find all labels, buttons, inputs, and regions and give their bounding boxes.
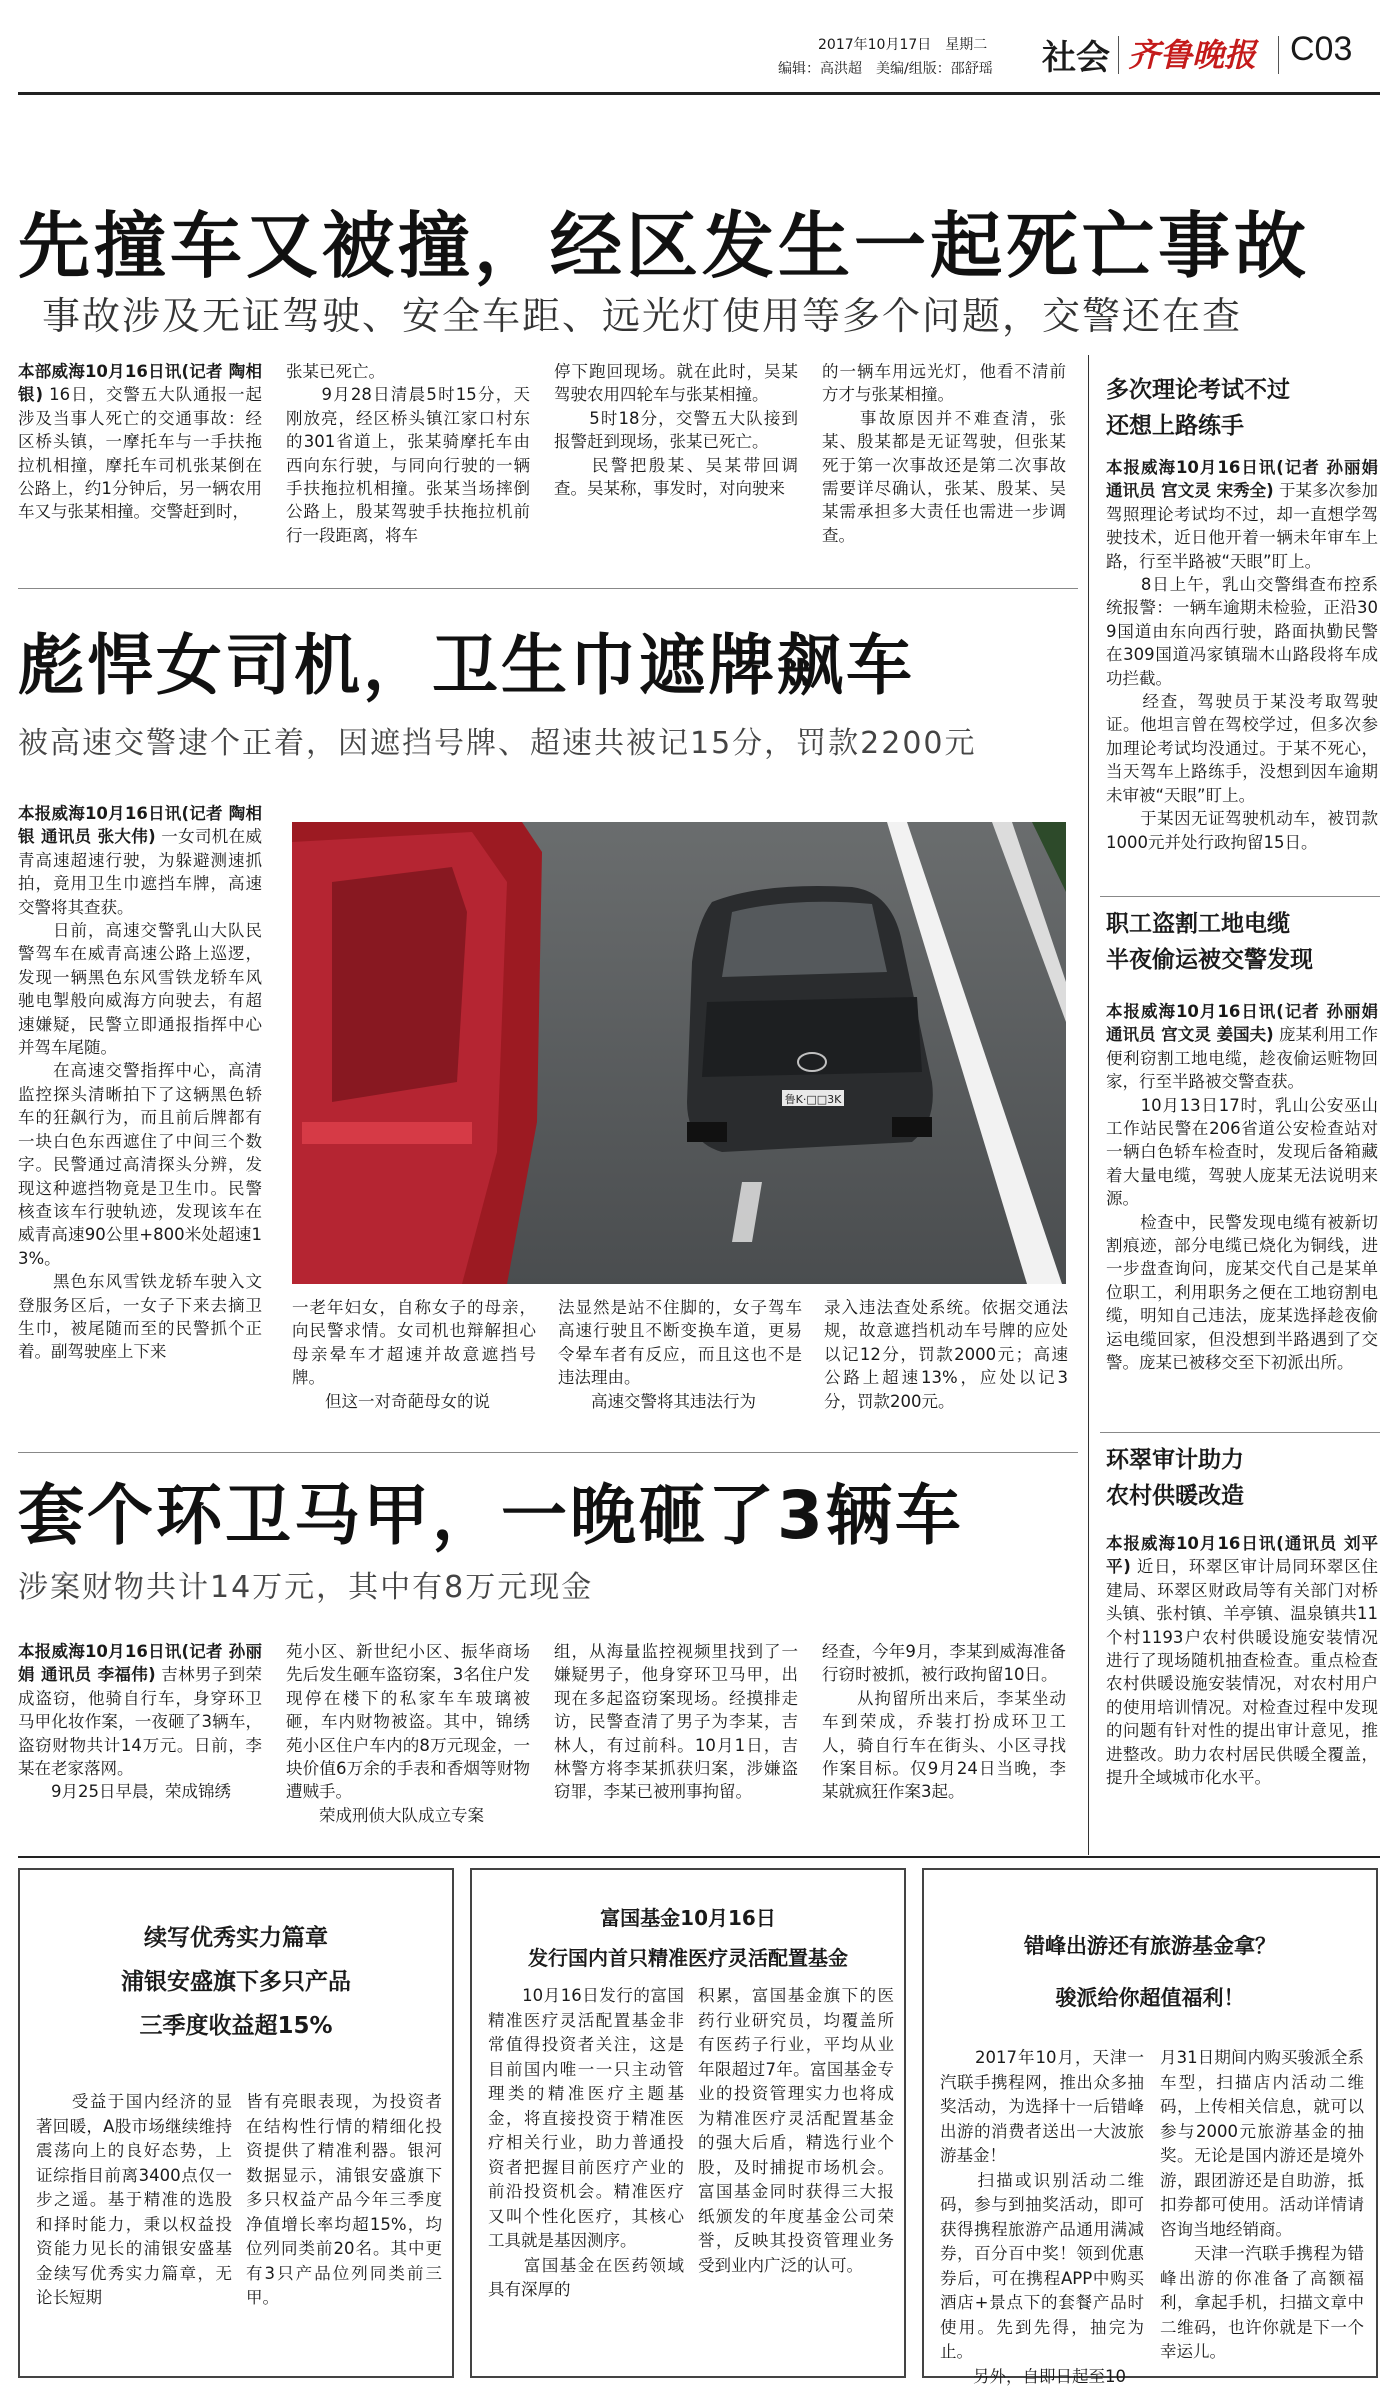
side2-byline: 本报威海10月16日讯(记者 孙丽娟 通讯员 宫文灵 姜国夫): [1106, 1002, 1378, 1045]
ad3-col2: 月31日期间内购买骏派全系车型，扫描店内活动二维码，上传相关信息，就可以参与2000元旅游基金的抽奖。无论是国内游还是境外游，跟团游还是自助游，抵扣券都可使用。活动详情请咨询当地经销商。 天津一汽联手携程为错峰出游的你准备了高额福利，拿起手机，扫描文章中二维码，也许你就是下一个幸运儿。: [1160, 2048, 1364, 2361]
story2-col3: 法显然是站不住脚的，女子驾车高速行驶且不断变换车道，更易令晕车者有反应，而且这也不是违法理由。 高速交警将其违法行为: [558, 1298, 802, 1411]
license-plate-text: 鲁K·□□3K: [784, 1093, 842, 1106]
side1-body: [1106, 456, 1378, 884]
story2-lead: 本报威海10月16日讯(记者 陶相银 通讯员 张大伟): [18, 804, 262, 847]
story3-subhead: 涉案财物共计14万元，其中有8万元现金: [18, 1570, 594, 1605]
ad1-title: 续写优秀实力篇章 浦银安盛旗下多只产品 三季度收益超15%: [121, 1925, 351, 2039]
story3-col4: 经查，今年9月，李某到威海准备行窃时被抓，被行政拘留10日。 从拘留所出来后，李某坐动车到荣成，乔装打扮成环卫工人，骑自行车在街头、小区寻找作案目标。仅9月24日当晚，李某就疯狂作案3起。: [822, 1642, 1066, 1802]
page-number: C03: [1290, 30, 1353, 68]
ad2-col2: 积累，富国基金旗下的医药行业研究员，均覆盖所有医药子行业，平均从业年限超过7年。富国基金专业的投资管理实力也将成为精准医疗灵活配置基金的强大后盾，精选行业个股，及时捕捉市场机会。富国基金同时获得三大报纸颁发的年度基金公司荣誉，反映其投资管理业务受到业内广泛的认可。: [698, 1986, 894, 2275]
sidebar-divider: [1088, 355, 1089, 1855]
story2-col2: 一老年妇女，自称女子的母亲，向民警求情。女司机也辩解担心母亲晕车才超速并故意遮挡号牌。 但这一对奇葩母女的说: [292, 1298, 536, 1411]
side-rule-2: [1100, 1432, 1380, 1433]
section-name: 社会: [1042, 38, 1110, 78]
story3-col2: 苑小区、新世纪小区、振华商场先后发生砸车盗窃案，3名住户发现停在楼下的私家车车玻璃被砸，车内财物被盗。其中，锦绣苑小区住户车内的8万元现金，一块价值6万余的手表和香烟等财物遭贼手。 荣成刑侦大队成立专案: [286, 1642, 530, 1825]
ad3-col1: 2017年10月，天津一汽联手携程网，推出众多抽奖活动，为选择十一后错峰出游的消费者送出一大波旅游基金！ 扫描或识别活动二维码，参与到抽奖活动，即可获得携程旅游产品通用满减券，百分百中奖！领到优惠券后，可在携程APP中购买酒店+景点下的套餐产品时使用。先到先得，抽完为止。 另外，自即日起至10: [940, 2048, 1144, 2386]
rule-3: [18, 1856, 1380, 1858]
story2-headline: 彪悍女司机，卫生巾遮牌飙车: [18, 627, 915, 704]
side3-body: [1106, 1532, 1378, 1852]
side-rule-1: [1100, 896, 1380, 897]
ad1-col1: 受益于国内经济的显著回暖，A股市场继续维持震荡向上的良好态势，上证综指目前离3400点仅一步之遥。基于精准的选股和择时能力，秉以权益投资能力见长的浦银安盛基金续写优秀实力篇章，无论长短期: [36, 2092, 232, 2307]
side2-headline: 职工盗割工地电缆 半夜偷运被交警发现: [1106, 911, 1313, 973]
ad2-col1: 10月16日发行的富国精准医疗灵活配置基金非常值得投资者关注，这是目前国内唯一一只主动管理类的精准医疗主题基金，将直接投资于精准医疗相关行业，助力普通投资者把握目前医疗产业的前沿投资机会。精准医疗又叫个性化医疗，其核心工具就是基因测序。 富国基金在医药领域具有深厚的: [488, 1986, 684, 2299]
story1-text-1: 16日，交警五大队通报一起涉及当事人死亡的交通事故：经区桥头镇，一摩托车与一手扶拖拉机相撞，摩托车司机张某倒在公路上，约1分钟后，另一辆农用车又与张某相撞。交警赶到时，: [18, 385, 262, 522]
side3-text: 近日，环翠区审计局同环翠区住建局、环翠区财政局等有关部门对桥头镇、张村镇、羊亭镇、温泉镇共11个村1193户农村供暖设施安装情况进行了现场随机抽查检查。重点检查农村供暖设施安装情况，对农村用户的使用培训情况。对检查过程中发现的问题有针对性的提出审计意见，推进整改。助力农村居民供暖全覆盖，提升全域城市化水平。: [1106, 1557, 1379, 1788]
newspaper-logo: 齐鲁晚报: [1128, 36, 1257, 74]
ad3-title: 错峰出游还有旅游基金拿？ 骏派给你超值福利！: [1024, 1934, 1276, 2010]
header-divider-2: [1278, 36, 1279, 74]
side1-byline: 本报威海10月16日讯(记者 孙丽娟 通讯员 宫文灵 宋秀全): [1106, 458, 1378, 501]
ad2-title: 富国基金10月16日 发行国内首只精准医疗灵活配置基金: [528, 1906, 848, 1970]
story3-byline: 本报威海10月16日讯(记者 孙丽娟 通讯员 李福伟): [18, 1642, 262, 1685]
black-sedan: [687, 886, 933, 1152]
header-rule: [18, 92, 1380, 95]
ad-box-1: [18, 1868, 454, 2378]
story2-subhead: 被高速交警逮个正着，因遮挡号牌、超速共被记15分，罚款2200元: [18, 726, 977, 761]
story2-col4: 录入违法查处系统。依据交通法规，故意遮挡机动车号牌的应处以记12分，罚款2000元；高速公路上超速13%，应处以记3分，罚款200元。: [824, 1298, 1068, 1411]
story3-col3: 组，从海量监控视频里找到了一嫌疑男子，他身穿环卫马甲，出现在多起盗窃案现场。经摸排走访，民警查清了男子为李某，吉林人，有过前科。10月1日，吉林警方将李某抓获归案，涉嫌盗窃罪，李某已被刑事拘留。: [554, 1642, 798, 1802]
header-divider: [1118, 36, 1119, 74]
story2-col1: [18, 802, 262, 1438]
story1-col2: 张某已死亡。 9月28日清晨5时15分，天刚放亮，经区桥头镇江家口村东的301省道上，张某骑摩托车由西向东行驶，与同向行驶的一辆手扶拖拉机相撞。张某当场摔倒公路上，殷某驾驶手扶拖拉机前行一段距离，将车: [286, 362, 530, 545]
side3-headline: 环翠审计助力 农村供暖改造: [1106, 1447, 1244, 1509]
side1-text: 于某多次参加驾照理论考试均不过，却一直想学驾驶技术，近日他开着一辆未年审车上路，行至半路被“天眼”盯上。 8日上午，乳山交警缉查布控系统报警：一辆车逾期未检验，正沿309国道由东向西行驶，路面执勤民警在309国道冯家镇瑞木山路段将车成功拦截。 经查，驾驶员于某没考取驾驶证。他坦言曾在驾校学过，但多次参加理论考试均没通过。于某不死心，当天驾车上路练手，没想到因车逾期未审被“天眼”盯上。 于某因无证驾驶机动车，被罚款1000元并处行政拘留15日。: [1106, 481, 1379, 852]
side3-byline: 本报威海10月16日讯(通讯员 刘平平): [1106, 1534, 1378, 1577]
page-header: [0, 0, 1395, 90]
story1-byline: 本部威海10月16日讯(记者 陶相银): [18, 362, 262, 405]
ad1-col2: 皆有亮眼表现，为投资者在结构性行情的精细化投资提供了精准利器。银河数据显示，浦银安盛旗下多只权益产品今年三季度净值增长率均超15%，均位列同类前20名。其中更有3只产品位列同类前三甲。: [246, 2092, 442, 2307]
editor-credits: 编辑：高洪超 美编/组版：邵舒瑶: [778, 61, 993, 77]
story1-col4: 的一辆车用远光灯，他看不清前方才与张某相撞。 事故原因并不难查清，张某、殷某都是无证驾驶，但张某死于第一次事故还是第二次事故需要详尽确认，张某、殷某、吴某需承担多大责任也需进一步调查。: [822, 362, 1066, 545]
story1-headline: 先撞车又被撞，经区发生一起死亡事故: [18, 204, 1311, 288]
story3-col1: [18, 1640, 262, 1840]
issue-date: 2017年10月17日 星期二: [818, 37, 988, 53]
story3-text-1: 吉林男子到荣成盗窃，他骑自行车，身穿环卫马甲化妆作案，一夜砸了3辆车，盗窃财物共计14万元。日前，李某在老家落网。 9月25日早晨，荣成锦绣: [18, 1665, 263, 1802]
rule-1: [18, 588, 1078, 589]
ad-box-2: [470, 1868, 906, 2378]
story2-text-1: 一女司机在威青高速超速行驶，为躲避测速抓拍，竟用卫生巾遮挡车牌，高速交警将其查获。 日前，高速交警乳山大队民警驾车在威青高速公路上巡逻，发现一辆黑色东风雪铁龙轿车风驰电掣般向威海方向驶去，有超速嫌疑，民警立即通报指挥中心并驾车尾随。 在高速交警指挥中心，高清监控探头清晰拍下了这辆黑色轿车的狂飙行为，而且前后牌都有一块白色东西遮住了中间三个数字。民警通过高清探头分辨，发现这种遮挡物竟是卫生巾。民警核查该车行驶轨迹，发现该车在威青高速90公里+800米处超速13%。 黑色东风雪铁龙轿车驶入文登服务区后，一女子下来去摘卫生巾，被尾随而至的民警抓个正着。副驾驶座上下来: [18, 827, 263, 1362]
story1-col3: 停下跑回现场。就在此时，吴某驾驶农用四轮车与张某相撞。 5时18分，交警五大队接到报警赶到现场，张某已死亡。 民警把殷某、吴某带回调查。吴某称，事发时，对向驶来: [554, 362, 798, 499]
highway-car-photo: [292, 822, 1066, 1284]
story1-subhead: 事故涉及无证驾驶、安全车距、远光灯使用等多个问题，交警还在查: [42, 294, 1243, 338]
side2-body: [1106, 1000, 1378, 1420]
news-photo: [292, 822, 1066, 1284]
story3-headline: 套个环卫马甲，一晚砸了3辆车: [18, 1477, 964, 1554]
side2-text: 庞某利用工作便利窃割工地电缆，趁夜偷运赃物回家，行至半路被交警查获。 10月13日17时，乳山公安巫山工作站民警在206省道公安检查站对一辆白色轿车检查时，发现后备箱藏着大量电缆，驾驶人庞某无法说明来源。 检查中，民警发现电缆有被新切割痕迹，部分电缆已烧化为铜线，进一步盘查询问，庞某交代自己是某单位职工，利用职务之便在工地窃割电缆，明知自己违法，庞某选择趁夜偷运电缆回家，但没想到半路遇到了交警。庞某已被移交至下初派出所。: [1106, 1025, 1379, 1373]
side1-headline: 多次理论考试不过 还想上路练手: [1106, 377, 1290, 439]
ad-box-3: [922, 1868, 1378, 2386]
story1-col1: [18, 360, 262, 570]
rule-2: [18, 1452, 1078, 1453]
